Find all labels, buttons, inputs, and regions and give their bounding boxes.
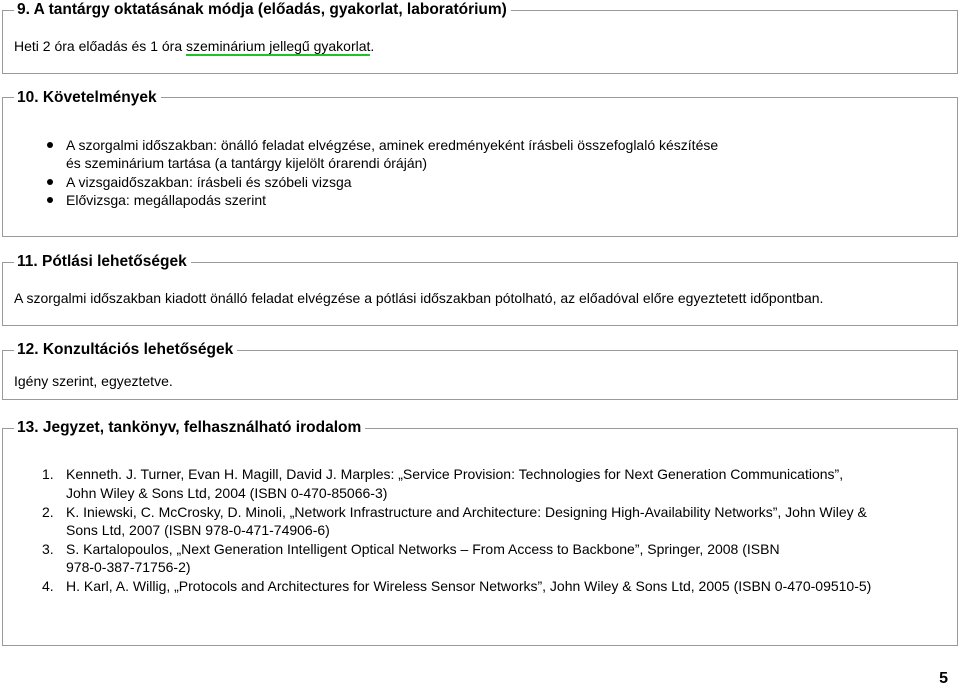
bullet-icon xyxy=(47,142,53,148)
section-12-title: 12. Konzultációs lehetőségek xyxy=(14,340,237,360)
reference-number: 2. xyxy=(42,504,54,520)
page-number: 5 xyxy=(939,670,948,687)
bullet-icon xyxy=(47,197,53,203)
section-9-text-end: . xyxy=(370,38,375,54)
requirement-item-3: Elővizsga: megállapodás szerint xyxy=(66,192,266,208)
section-12-text: Igény szerint, egyeztetve. xyxy=(14,373,173,389)
section-9-title: 9. A tantárgy oktatásának módja (előadás, gyakorlat, laboratórium) xyxy=(14,0,511,20)
requirement-item-2: A vizsgaidőszakban: írásbeli és szóbeli vizsga xyxy=(66,174,352,190)
reference-3-line-2: 978-0-387-71756-2) xyxy=(66,559,191,575)
section-9-text xyxy=(14,37,374,56)
requirement-item-1: A szorgalmi időszakban: önálló feladat elvégzése, aminek eredményeként írásbeli összefoglaló készítése xyxy=(66,137,719,153)
reference-1-line-1: Kenneth. J. Turner, Evan H. Magill, David J. Marples: „Service Provision: Technologies for Next Generation Communications”, xyxy=(66,466,844,482)
section-10-title: 10. Követelmények xyxy=(14,88,161,108)
reference-number: 3. xyxy=(42,541,54,557)
reference-2-line-2: Sons Ltd, 2007 (ISBN 978-0-471-74906-6) xyxy=(66,522,330,538)
reference-4-line-1: H. Karl, A. Willig, „Protocols and Architectures for Wireless Sensor Networks”, John Wiley & Sons Ltd, 2005 (ISBN 0-470-09510-5) xyxy=(66,578,872,594)
reference-1-line-2: John Wiley & Sons Ltd, 2004 (ISBN 0-470-85066-3) xyxy=(66,485,388,501)
section-11-title: 11. Pótlási lehetőségek xyxy=(14,252,191,272)
requirement-item-1-cont: és szeminárium tartása (a tantárgy kijelölt órarendi óráján) xyxy=(66,155,428,171)
bullet-icon xyxy=(47,179,53,185)
section-13-title: 13. Jegyzet, tankönyv, felhasználható irodalom xyxy=(14,418,365,438)
reference-3-line-1: S. Kartalopoulos, „Next Generation Intelligent Optical Networks – From Access to Backbone”, Springer, 2008 (ISBN xyxy=(66,541,780,557)
section-9-text-start: Heti 2 óra előadás és 1 óra xyxy=(14,38,186,54)
reference-number: 4. xyxy=(42,578,54,594)
spellcheck-underline: szeminárium jellegű gyakorlat xyxy=(186,38,371,54)
reference-number: 1. xyxy=(42,466,54,482)
section-11-text: A szorgalmi időszakban kiadott önálló feladat elvégzése a pótlási időszakban pótolható, az előadóval előre egyeztetett időpontban. xyxy=(14,290,824,306)
reference-2-line-1: K. Iniewski, C. McCrosky, D. Minoli, „Network Infrastructure and Architecture: Designing High-Availability Networks”, John Wiley & xyxy=(66,504,867,520)
